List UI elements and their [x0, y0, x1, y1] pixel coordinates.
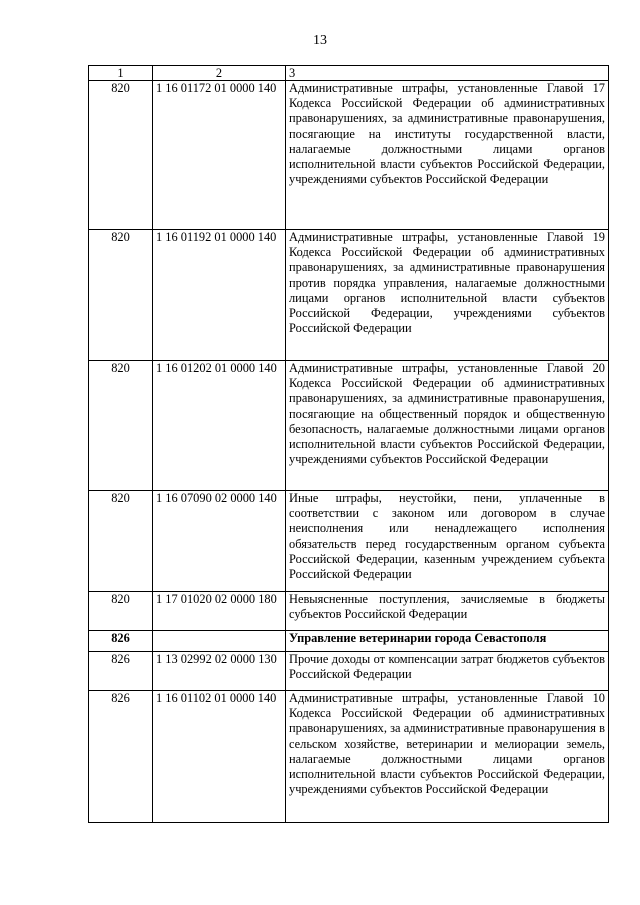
revenue-name-cell: Административные штрафы, установленные Главой 10 Кодекса Российской Федерации об административных правонарушениях, за административные правонарушения в сельском хозяйстве, ветеринарии и мелиорации земель, налагаемые должностными лицами органов исполнительной власти субъектов Российской Федерации, учреждениями субъектов Российской Федерации [286, 691, 609, 823]
admin-code-cell: 820 [89, 361, 153, 491]
table-row [89, 652, 609, 691]
revenue-name-cell: Административные штрафы, установленные Главой 20 Кодекса Российской Федерации об административных правонарушениях, за административные правонарушения, посягающие на общественный порядок и общественную безопасность, налагаемые должностными лицами органов исполнительной власти субъектов Российской Федерации, учреждениями субъектов Российской Федерации [286, 361, 609, 491]
admin-code-cell: 826 [89, 631, 153, 652]
revenue-code-cell: 1 16 01192 01 0000 140 [153, 230, 286, 361]
admin-code-cell: 826 [89, 691, 153, 823]
admin-code-cell: 820 [89, 81, 153, 230]
column-header-2: 2 [153, 66, 286, 81]
administrator-heading-row [89, 631, 609, 652]
revenue-code-cell: 1 17 01020 02 0000 180 [153, 592, 286, 631]
revenue-name-cell: Административные штрафы, установленные Главой 17 Кодекса Российской Федерации об административных правонарушениях, за административные правонарушения, посягающие на институты государственной власти, налагаемые должностными лицами органов исполнительной власти субъектов Российской Федерации, учреждениями субъектов Российской Федерации [286, 81, 609, 230]
column-header-3: 3 [286, 66, 609, 81]
admin-code-cell: 826 [89, 652, 153, 691]
administrator-name-cell: Управление ветеринарии города Севастополя [286, 631, 609, 652]
revenue-code-cell: 1 16 01202 01 0000 140 [153, 361, 286, 491]
table-header-row [89, 66, 609, 81]
revenue-table [88, 65, 609, 823]
table-row [89, 592, 609, 631]
revenue-code-cell: 1 13 02992 02 0000 130 [153, 652, 286, 691]
revenue-name-cell: Прочие доходы от компенсации затрат бюджетов субъектов Российской Федерации [286, 652, 609, 691]
admin-code-cell: 820 [89, 230, 153, 361]
revenue-code-cell [153, 631, 286, 652]
admin-code-cell: 820 [89, 592, 153, 631]
table-row [89, 491, 609, 592]
table-row [89, 230, 609, 361]
table-row [89, 81, 609, 230]
revenue-code-cell: 1 16 07090 02 0000 140 [153, 491, 286, 592]
revenue-name-cell: Невыясненные поступления, зачисляемые в бюджеты субъектов Российской Федерации [286, 592, 609, 631]
column-header-1: 1 [89, 66, 153, 81]
revenue-code-cell: 1 16 01172 01 0000 140 [153, 81, 286, 230]
revenue-name-cell: Иные штрафы, неустойки, пени, уплаченные в соответствии с законом или договором в случае неисполнения или ненадлежащего исполнения обязательств перед государственным органом субъекта Российской Федерации, казенным учреждением субъекта Российской Федерации [286, 491, 609, 592]
revenue-name-cell: Административные штрафы, установленные Главой 19 Кодекса Российской Федерации об административных правонарушениях, за административные правонарушения против порядка управления, налагаемые должностными лицами органов исполнительной власти субъектов Российской Федерации, учреждениями субъектов Российской Федерации [286, 230, 609, 361]
table-row [89, 691, 609, 823]
page-number: 13 [313, 33, 327, 48]
table-row [89, 361, 609, 491]
revenue-code-cell: 1 16 01102 01 0000 140 [153, 691, 286, 823]
admin-code-cell: 820 [89, 491, 153, 592]
